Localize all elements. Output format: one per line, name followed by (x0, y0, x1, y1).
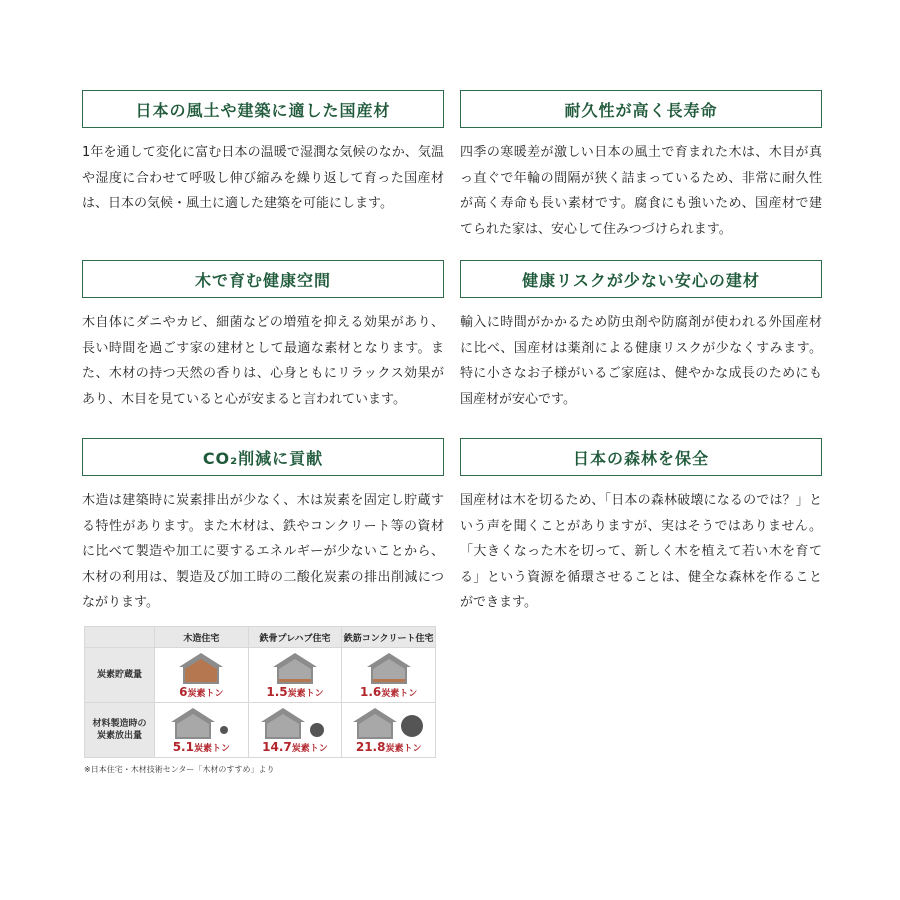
section-durability (460, 90, 822, 242)
row-label: 炭素貯蔵量 (96, 670, 142, 680)
section-title: 日本の森林を保全 (460, 438, 822, 476)
table-cell (342, 703, 436, 758)
value-label: 14.7炭素トン (262, 740, 328, 754)
value-label: 6炭素トン (179, 685, 224, 699)
house-with-soot-icon (351, 706, 427, 740)
row-label: 材料製造時の (92, 719, 147, 729)
source-note: ※日本住宅・木材技術センター「木材のすすめ」より (84, 765, 275, 774)
table-cell (155, 703, 249, 758)
concrete-house-icon (365, 651, 413, 685)
column-header-concrete: 鉄筋コンクリート住宅 (342, 627, 436, 648)
section-title: 木で育む健康空間 (82, 260, 444, 298)
section-body: 1年を通して変化に富む日本の温暖で湿潤な気候のなか、気温や湿度に合わせて呼吸し伸び縮みを繰り返して育った国産材は、日本の気候・風土に適した建築を可能にします。 (82, 145, 444, 211)
section-title: CO₂削減に貢献 (82, 438, 444, 476)
value-label: 1.6炭素トン (360, 685, 418, 699)
table-cell (248, 648, 342, 703)
column-header-wood: 木造住宅 (155, 627, 249, 648)
section-title: 耐久性が高く長寿命 (460, 90, 822, 128)
corner-cell (85, 627, 155, 648)
section-body: 輸入に時間がかかるため防虫剤や防腐剤が使われる外国産材に比べ、国産材は薬剤による健康リスクが少なくすみます。特に小さなお子様がいるご家庭は、健やかな成長のためにも国産材が安心です。 (460, 315, 822, 407)
value-label: 1.5炭素トン (266, 685, 324, 699)
row-header-emission (85, 703, 155, 758)
table-cell (248, 703, 342, 758)
column-header-steel: 鉄骨プレハブ住宅 (248, 627, 342, 648)
section-body: 国産材は木を切るため、「日本の森林破壊になるのでは？」という声を聞くことがありますが、実はそうではありません。「大きくなった木を切って、新しく木を植えて若い木を育てる」という資源を循環させることは、健全な森林を作ることができます。 (460, 493, 822, 610)
section-forest-conservation (460, 438, 822, 616)
table-cell (342, 648, 436, 703)
section-body: 木自体にダニやカビ、細菌などの増殖を抑える効果があり、長い時間を過ごす家の建材として最適な素材となります。また、木材の持つ天然の香りは、心身ともにリラックス効果があり、木目を見ていると心が安まると言われています。 (82, 315, 444, 407)
row-label: 炭素放出量 (96, 731, 142, 741)
carbon-comparison-table (84, 626, 436, 775)
value-label: 5.1炭素トン (172, 740, 230, 754)
section-body: 木造は建築時に炭素排出が少なく、木は炭素を固定し貯蔵する特性があります。また木材は、鉄やコンクリート等の資材に比べて製造や加工に要するエネルギーが少ないことから、木材の利用は、製造及び加工時の二酸化炭素の排出削減につながります。 (82, 493, 444, 610)
section-title: 健康リスクが少ない安心の建材 (460, 260, 822, 298)
section-low-health-risk (460, 260, 822, 412)
section-body: 四季の寒暖差が激しい日本の風土で育まれた木は、木目が真っ直ぐで年輪の間隔が狭く詰まっているため、非常に耐久性が高く寿命も長い素材です。腐食にも強いため、国産材で建てられた家は、安心して住みつづけられます。 (460, 145, 822, 237)
row-header-storage (85, 648, 155, 703)
steel-house-icon (271, 651, 319, 685)
value-label: 21.8炭素トン (355, 740, 422, 754)
wood-house-icon (177, 651, 225, 685)
section-co2-reduction (82, 438, 444, 616)
house-with-soot-icon (169, 706, 233, 740)
section-title: 日本の風土や建築に適した国産材 (82, 90, 444, 128)
section-domestic-wood (82, 90, 444, 217)
table-cell (155, 648, 249, 703)
house-with-soot-icon (259, 706, 331, 740)
section-healthy-space (82, 260, 444, 412)
